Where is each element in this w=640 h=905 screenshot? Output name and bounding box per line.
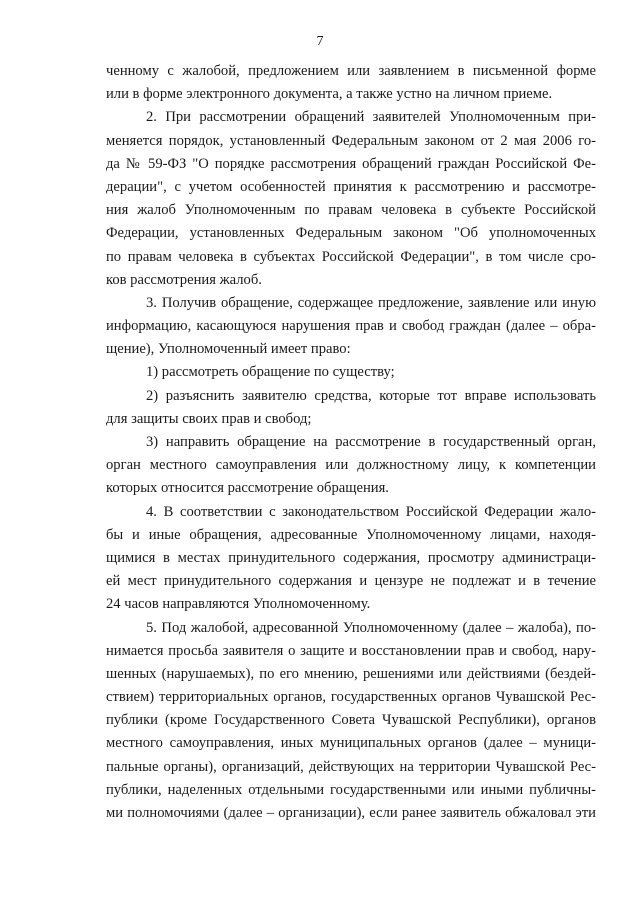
text-line: бы и иные обращения, адресованные Уполномоченному лицами, находя- (106, 526, 596, 543)
text-line: 24 часов направляются Уполномоченному. (106, 596, 371, 613)
text-line: местного самоуправления, иных муниципальных органов (далее – муници- (106, 735, 596, 752)
text-line: шенных (нарушаемых), по его мнению, решениями или действиями (бездей- (106, 665, 596, 682)
text-line: 2) разъяснить заявителю средства, которые тот вправе использовать (146, 387, 596, 404)
text-line: 2. При рассмотрении обращений заявителей Уполномоченным при- (146, 109, 596, 126)
text-line: ченному с жалобой, предложением или заявлением в письменной форме (106, 63, 596, 79)
text-line: или в форме электронного документа, а также устно на личном приеме. (106, 86, 553, 103)
text-line: ствием) территориальных органов, государственных органов Чувашской Рес- (106, 689, 596, 706)
text-line: меняется порядок, установленный Федеральным законом от 2 мая 2006 го- (106, 132, 596, 149)
text-line: ния жалоб Уполномоченным по правам человека в субъекте Российской (106, 202, 596, 219)
text-line: ков рассмотрения жалоб. (106, 271, 262, 288)
text-line: которых относится рассмотрение обращения. (106, 480, 389, 497)
text-line: щимися в местах принудительного содержания, просмотру администраци- (106, 549, 596, 566)
text-line: дерации", с учетом особенностей принятия к рассмотрению и рассмотре- (106, 178, 596, 195)
text-line: да № 59-ФЗ "О порядке рассмотрения обращений граждан Российской Фе- (106, 155, 596, 172)
text-line: Федерации, установленных Федеральным законом "Об уполномоченных (106, 225, 596, 242)
text-line: информацию, касающуюся нарушения прав и свобод граждан (далее – обра- (106, 318, 596, 335)
text-line: нимается просьба заявителя о защите и восстановлении прав и свобод, нару- (106, 642, 596, 659)
document-body (106, 60, 596, 825)
text-line: ми полномочиями (далее – организации), если ранее заявитель обжаловал эти (106, 805, 596, 821)
text-line: 4. В соответствии с законодательством Российской Федерации жало- (146, 503, 596, 520)
text-line: 1) рассмотреть обращение по существу; (146, 364, 395, 381)
text-line: публики, наделенных отдельными государственными или иными публичны- (106, 781, 596, 798)
text-line: ей мест принудительного содержания и цензуре не подлежат и в течение (106, 573, 596, 590)
text-line: пальные органы), организаций, действующих на территории Чувашской Рес- (106, 758, 596, 775)
text-line: 3. Получив обращение, содержащее предложение, заявление или иную (146, 294, 596, 311)
text-line: щение), Уполномоченный имеет право: (106, 341, 351, 358)
text-line: публики (кроме Государственного Совета Чувашской Республики), органов (106, 712, 596, 729)
text-line: орган местного самоуправления или должностному лицу, к компетенции (106, 457, 596, 474)
text-line: 5. Под жалобой, адресованной Уполномоченному (далее – жалоба), по- (146, 619, 596, 636)
page-number: 7 (316, 34, 324, 49)
text-line: для защиты своих прав и свобод; (106, 410, 312, 427)
text-line: 3) направить обращение на рассмотрение в государственный орган, (146, 434, 596, 450)
text-line: по правам человека в субъектах Российской Федерации", в том числе сро- (106, 248, 596, 265)
